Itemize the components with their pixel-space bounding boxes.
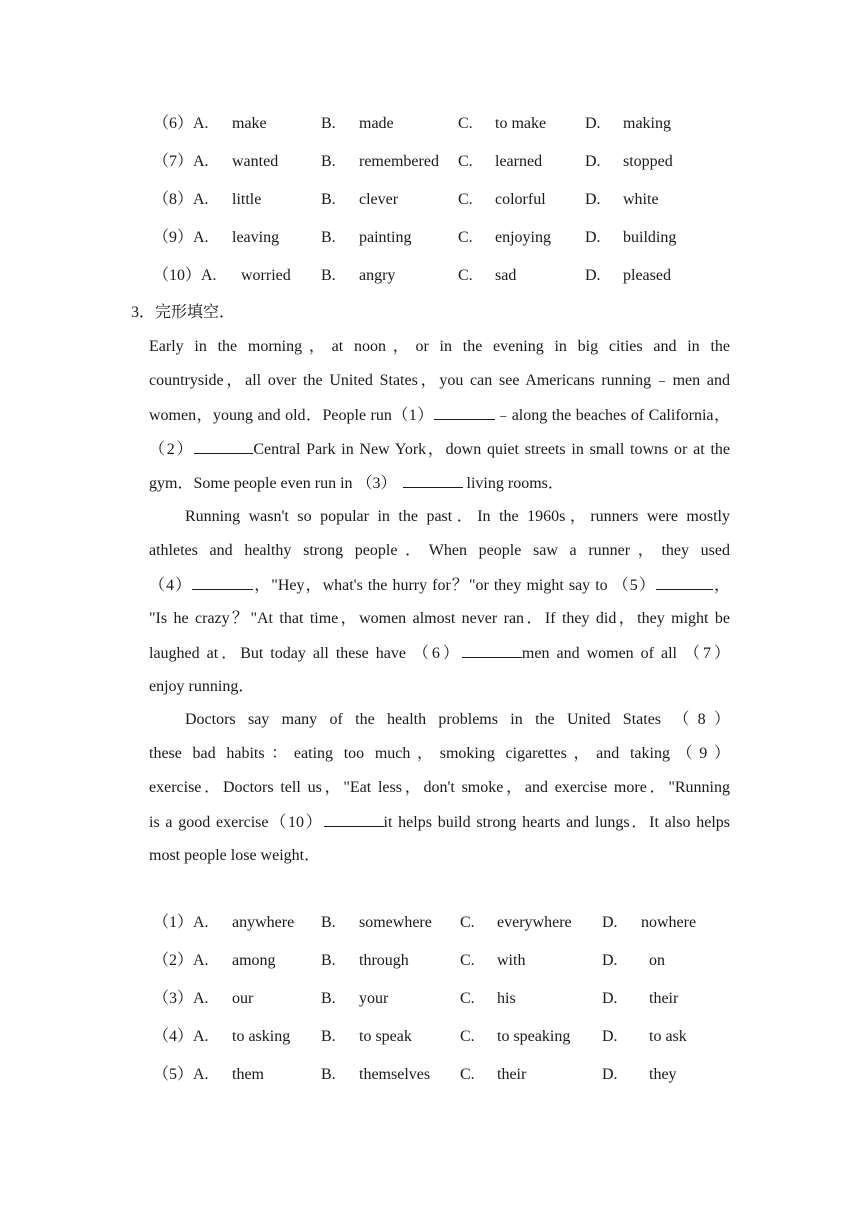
option-row [0,1025,860,1049]
answer-blank [403,472,463,488]
option-d: nowhere [641,914,697,931]
passage-text: women，young and old．People run（1） [149,407,434,424]
option-d-label: D. [602,990,618,1007]
option-d: building [623,229,677,246]
option-c: learned [495,153,543,170]
option-a: among [232,952,276,969]
option-c-label: C. [460,990,475,1007]
option-b-label: B. [321,1066,336,1083]
option-number: （2）A. [153,952,209,969]
option-d: to ask [649,1028,687,1045]
option-number: （7）A. [153,153,209,170]
option-c: to make [495,115,547,132]
option-number: （5）A. [153,1066,209,1083]
passage-line: enjoy running． [149,678,255,695]
option-d: pleased [623,267,671,284]
option-b: to speak [359,1028,412,1045]
option-b: themselves [359,1066,431,1083]
option-d: stopped [623,153,673,170]
passage-text: （4） [149,577,193,594]
option-b: your [359,990,389,1007]
passage-line [149,811,730,834]
option-c: their [497,1066,527,1083]
option-d-label: D. [585,153,601,170]
option-c: his [497,990,516,1007]
passage-text: Central Park in New York，down quiet streets in small towns or at the [253,441,730,458]
option-c-label: C. [460,1028,475,1045]
option-d-label: D. [602,1066,618,1083]
option-a: little [232,191,262,208]
option-b-label: B. [321,952,336,969]
passage-line: exercise．Doctors tell us，"Eat less，don't smoke，and exercise more．"Running [149,779,730,796]
option-c-label: C. [458,115,473,132]
answer-blank [434,404,495,420]
option-row [0,150,860,174]
option-b: painting [359,229,412,246]
passage-line: Running wasn't so popular in the past．In the 1960s，runners were mostly [185,508,730,525]
option-a: leaving [232,229,280,246]
option-c: with [497,952,526,969]
option-b-label: B. [321,229,336,246]
option-row [0,112,860,136]
passage-text: men and women of all （7） [521,645,730,662]
option-row [0,1063,860,1087]
answer-blank [192,574,253,590]
option-number: （8）A. [153,191,209,208]
option-row [0,188,860,212]
passage-line [149,574,730,597]
option-b-label: B. [321,914,336,931]
option-d-label: D. [585,191,601,208]
option-d-label: D. [602,952,618,969]
option-number: （1）A. [153,914,209,931]
option-row [0,911,860,935]
passage-line [149,404,730,427]
passage-line [149,472,730,495]
option-d-label: D. [602,1028,618,1045]
option-b: somewhere [359,914,432,931]
passage-text: is a good exercise（10） [149,814,324,831]
option-d: they [649,1066,677,1083]
option-number: （6）A. [153,115,209,132]
option-b-label: B. [321,990,336,1007]
option-b-label: B. [321,1028,336,1045]
option-c-label: C. [458,191,473,208]
passage-text: （2） [149,441,195,458]
answer-blank [324,811,384,827]
option-b: angry [359,267,396,284]
option-c: sad [495,267,517,284]
option-row [0,987,860,1011]
option-row [0,949,860,973]
option-c-label: C. [460,1066,475,1083]
option-d-label: D. [585,267,601,284]
option-a: anywhere [232,914,295,931]
option-d: white [623,191,659,208]
option-c-label: C. [458,153,473,170]
passage-line: athletes and healthy strong people．When people saw a runner，they used [149,542,730,559]
answer-blank [194,438,253,454]
option-c: colorful [495,191,546,208]
option-d: on [649,952,665,969]
passage-line: countryside，all over the United States，you can see Americans running﹣men and [149,372,730,389]
option-a: make [232,115,267,132]
question-title: 3．完形填空． [131,304,236,321]
option-d-label: D. [602,914,618,931]
option-d: their [649,990,679,1007]
option-c-label: C. [458,229,473,246]
option-b-label: B. [321,115,336,132]
option-c: to speaking [497,1028,571,1045]
option-b-label: B. [321,267,336,284]
passage-text: laughed at．But today all these have （6） [149,645,462,662]
option-a: worried [241,267,291,284]
option-c: everywhere [497,914,572,931]
passage-text: living rooms． [462,475,564,492]
passage-line: Doctors say many of the health problems in the United States （8） [185,711,730,728]
option-b-label: B. [321,153,336,170]
answer-blank [656,574,713,590]
option-a: them [232,1066,264,1083]
option-b: clever [359,191,399,208]
option-a: wanted [232,153,279,170]
option-c-label: C. [460,952,475,969]
option-row [0,226,860,250]
passage-line: "Is he crazy？"At that time，women almost never ran．If they did，they might be [149,610,730,627]
passage-line: these bad habits：eating too much，smoking cigarettes，and taking（9） [149,745,730,762]
option-b: made [359,115,394,132]
answer-blank [462,642,522,658]
option-b: remembered [359,153,439,170]
passage-text: it helps build strong hearts and lungs．It also helps [383,814,730,831]
passage-line [149,642,730,665]
passage-text: gym．Some people even run in （3） [149,475,397,492]
option-number: （3）A. [153,990,209,1007]
option-d-label: D. [585,115,601,132]
option-c-label: C. [458,267,473,284]
option-number: （9）A. [153,229,209,246]
option-row [0,264,860,288]
passage-line: most people lose weight． [149,847,321,864]
passage-line [149,438,730,461]
option-number: （4）A. [153,1028,209,1045]
passage-text: ﹣along the beaches of California， [494,407,730,424]
option-b-label: B. [321,191,336,208]
option-a: to asking [232,1028,291,1045]
option-d: making [623,115,671,132]
option-number: （10）A. [153,267,217,284]
option-a: our [232,990,254,1007]
option-d-label: D. [585,229,601,246]
passage-text: ，"Hey，what's the hurry for？"or they might say to （5） [253,577,656,594]
option-b: through [359,952,409,969]
option-c: enjoying [495,229,551,246]
passage-line: Early in the morning，at noon，or in the evening in big cities and in the [149,338,730,355]
passage-text: ， [712,577,730,594]
option-c-label: C. [460,914,475,931]
